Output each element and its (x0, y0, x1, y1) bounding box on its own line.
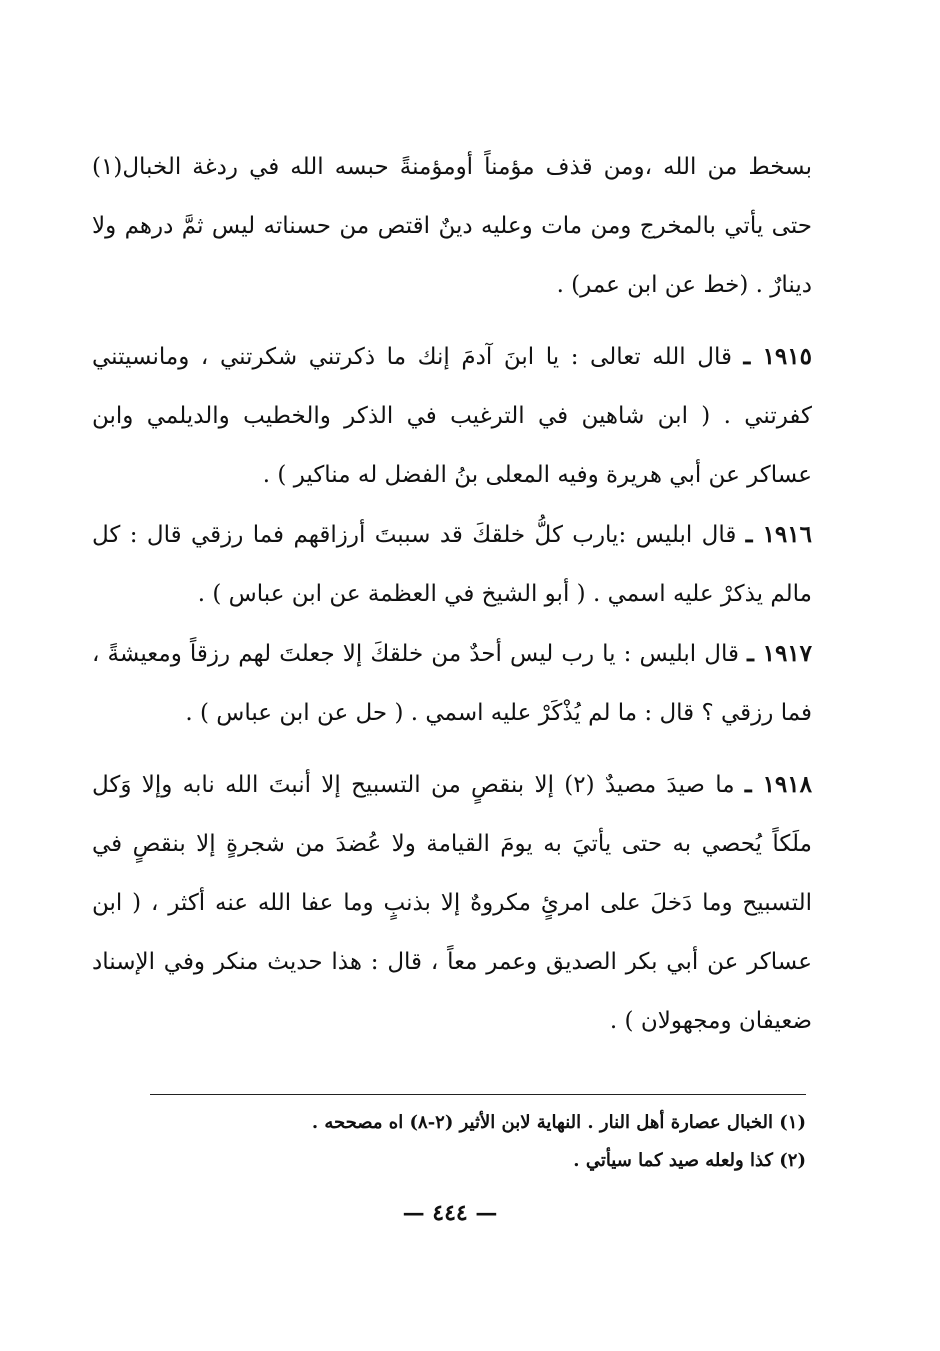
hadith-1917 (92, 624, 812, 743)
hadith-1916 (92, 505, 812, 624)
footnotes (150, 1104, 806, 1180)
hadith-1915 (92, 327, 812, 505)
hadith-number: ١٩١٥ ـ (743, 343, 812, 370)
footnote-2: (٢) كذا ولعله صيد كما سيأتي . (573, 1150, 806, 1171)
hadith-number: ١٩١٦ ـ (745, 521, 812, 548)
hadith-text: قال ابليس : يا رب ليس أحدٌ من خلقكَ إلا جعلتَ لهم رزقاً ومعيشةً ، فما رزقي ؟ قال : ما لم يُذْكَرْ عليه اسمي . ( حل عن ابن عباس ) . (92, 641, 812, 726)
hadith-number: ١٩١٧ ـ (747, 640, 813, 667)
footnote-divider (150, 1094, 806, 1095)
hadith-text: قال الله تعالى : يا ابنَ آدمَ إنك ما ذكرتني شكرتني ، ومانسيتني كفرتني . ( ابن شاهين في الترغيب في الذكر والخطيب والديلمي وابن عساكر عن أبي هريرة وفيه المعلى بنُ الفضل له مناكير ) . (92, 344, 812, 488)
hadith-text: ما صيدَ مصيدٌ (٢) إلا بنقصٍ من التسبيح إلا أنبتَ الله نابه وإلا وَكل ملَكاً يُحصي به حتى يأتيَ به يومَ القيامة ولا عُضدَ من شجرةٍ إلا بنقصٍ في التسبيح وما دَخلَ على امرئٍ مكروهٌ إلا بذنبٍ وما عفا الله عنه أكثر ، ( ابن عساكر عن أبي بكر الصديق وعمر معاً ، قال : هذا حديث منكر وفي الإسناد ضعيفان ومجهولان ) . (92, 772, 812, 1034)
page-number: — ٤٤٤ — (402, 1200, 498, 1226)
hadith-1918 (92, 755, 812, 1051)
paragraph-text: بسخط من الله ،ومن قذف مؤمناً أومؤمنةً حبسه الله في ردغة الخبال(١) حتى يأتي بالمخرج ومن مات وعليه دينٌ اقتص من حسناته ليس ثمَّ درهم ولا دينارٌ . (خط عن ابن عمر) . (92, 154, 812, 298)
continued-paragraph (92, 138, 812, 315)
main-text-block (92, 138, 812, 1051)
hadith-text: قال ابليس :يارب كلُّ خلقكَ قد سببتَ أرزاقهم فما رزقي قال : كل مالم يذكرْ عليه اسمي . ( أبو الشيخ في العظمة عن ابن عباس ) . (92, 522, 812, 607)
footnote-1: (١) الخبال عصارة أهل النار . النهاية لابن الأثير (٢-٨) اه مصححه . (311, 1112, 806, 1133)
hadith-number: ١٩١٨ ـ (744, 771, 812, 798)
